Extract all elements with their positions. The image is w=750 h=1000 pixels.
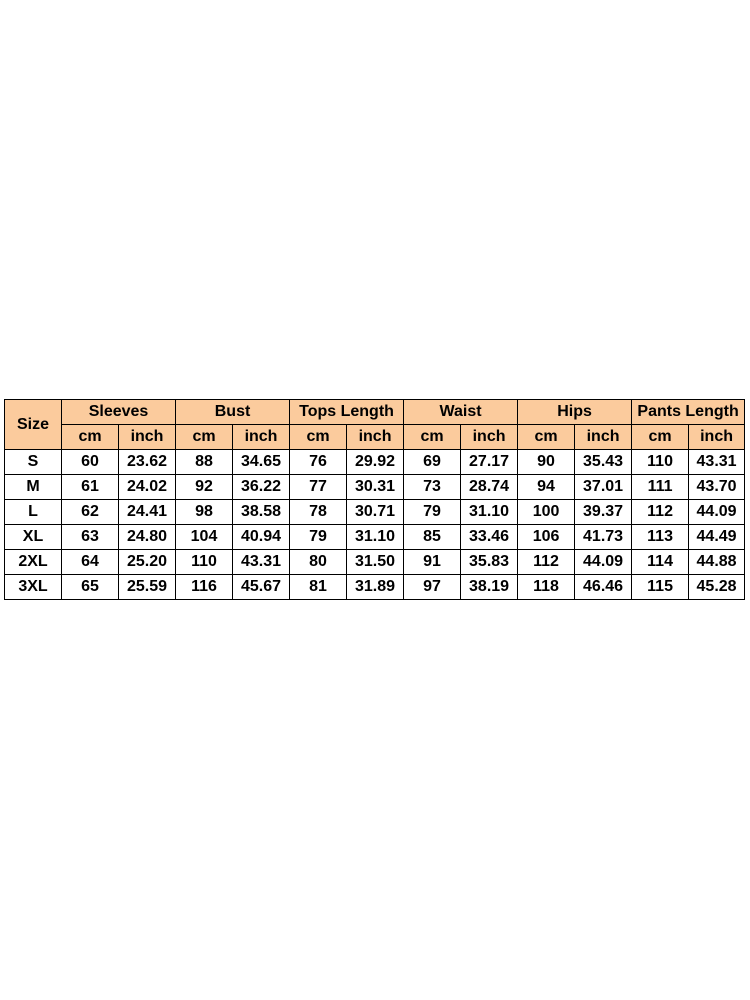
measurement-cell: 34.65 xyxy=(233,450,290,475)
measurement-cell: 114 xyxy=(632,550,689,575)
measurement-cell: 29.92 xyxy=(347,450,404,475)
measurement-cell: 44.88 xyxy=(689,550,745,575)
table-row xyxy=(5,550,745,575)
measurement-cell: 43.70 xyxy=(689,475,745,500)
size-header: Size xyxy=(5,400,62,450)
measurement-cell: 64 xyxy=(62,550,119,575)
measurement-cell: 115 xyxy=(632,575,689,600)
measurement-cell: 31.50 xyxy=(347,550,404,575)
group-header-sleeves: Sleeves xyxy=(62,400,176,425)
measurement-cell: 39.37 xyxy=(575,500,632,525)
measurement-cell: 43.31 xyxy=(689,450,745,475)
measurement-cell: 80 xyxy=(290,550,347,575)
measurement-cell: 45.67 xyxy=(233,575,290,600)
measurement-cell: 24.41 xyxy=(119,500,176,525)
measurement-cell: 94 xyxy=(518,475,575,500)
measurement-cell: 111 xyxy=(632,475,689,500)
measurement-cell: 35.83 xyxy=(461,550,518,575)
measurement-cell: 104 xyxy=(176,525,233,550)
measurement-cell: 43.31 xyxy=(233,550,290,575)
measurement-cell: 113 xyxy=(632,525,689,550)
unit-header-cm: cm xyxy=(518,425,575,450)
measurement-cell: 46.46 xyxy=(575,575,632,600)
measurement-cell: 37.01 xyxy=(575,475,632,500)
measurement-cell: 100 xyxy=(518,500,575,525)
measurement-cell: 40.94 xyxy=(233,525,290,550)
measurement-cell: 65 xyxy=(62,575,119,600)
measurement-cell: 106 xyxy=(518,525,575,550)
size-cell: S xyxy=(5,450,62,475)
group-header-row xyxy=(5,400,745,425)
measurement-cell: 97 xyxy=(404,575,461,600)
table-row xyxy=(5,500,745,525)
table-row xyxy=(5,575,745,600)
measurement-cell: 30.31 xyxy=(347,475,404,500)
measurement-cell: 98 xyxy=(176,500,233,525)
size-cell: M xyxy=(5,475,62,500)
unit-header-inch: inch xyxy=(347,425,404,450)
measurement-cell: 90 xyxy=(518,450,575,475)
measurement-cell: 118 xyxy=(518,575,575,600)
measurement-cell: 38.58 xyxy=(233,500,290,525)
measurement-cell: 73 xyxy=(404,475,461,500)
measurement-cell: 78 xyxy=(290,500,347,525)
unit-header-cm: cm xyxy=(176,425,233,450)
measurement-cell: 31.10 xyxy=(461,500,518,525)
measurement-cell: 38.19 xyxy=(461,575,518,600)
size-cell: 2XL xyxy=(5,550,62,575)
measurement-cell: 44.09 xyxy=(689,500,745,525)
measurement-cell: 25.59 xyxy=(119,575,176,600)
unit-header-cm: cm xyxy=(290,425,347,450)
group-header-pants-length: Pants Length xyxy=(632,400,745,425)
measurement-cell: 77 xyxy=(290,475,347,500)
measurement-cell: 62 xyxy=(62,500,119,525)
measurement-cell: 79 xyxy=(404,500,461,525)
group-header-hips: Hips xyxy=(518,400,632,425)
unit-header-cm: cm xyxy=(62,425,119,450)
measurement-cell: 112 xyxy=(518,550,575,575)
unit-header-cm: cm xyxy=(632,425,689,450)
size-chart-body xyxy=(5,450,745,600)
measurement-cell: 112 xyxy=(632,500,689,525)
measurement-cell: 31.89 xyxy=(347,575,404,600)
measurement-cell: 88 xyxy=(176,450,233,475)
group-header-waist: Waist xyxy=(404,400,518,425)
unit-header-inch: inch xyxy=(461,425,518,450)
unit-header-inch: inch xyxy=(233,425,290,450)
table-row xyxy=(5,450,745,475)
measurement-cell: 81 xyxy=(290,575,347,600)
measurement-cell: 44.49 xyxy=(689,525,745,550)
measurement-cell: 23.62 xyxy=(119,450,176,475)
group-header-tops-length: Tops Length xyxy=(290,400,404,425)
measurement-cell: 25.20 xyxy=(119,550,176,575)
measurement-cell: 110 xyxy=(176,550,233,575)
size-cell: L xyxy=(5,500,62,525)
table-row xyxy=(5,475,745,500)
measurement-cell: 69 xyxy=(404,450,461,475)
measurement-cell: 44.09 xyxy=(575,550,632,575)
table-row xyxy=(5,525,745,550)
measurement-cell: 31.10 xyxy=(347,525,404,550)
measurement-cell: 24.02 xyxy=(119,475,176,500)
measurement-cell: 92 xyxy=(176,475,233,500)
measurement-cell: 36.22 xyxy=(233,475,290,500)
measurement-cell: 110 xyxy=(632,450,689,475)
size-cell: XL xyxy=(5,525,62,550)
measurement-cell: 33.46 xyxy=(461,525,518,550)
unit-header-inch: inch xyxy=(119,425,176,450)
unit-header-row xyxy=(5,425,745,450)
measurement-cell: 79 xyxy=(290,525,347,550)
measurement-cell: 116 xyxy=(176,575,233,600)
measurement-cell: 35.43 xyxy=(575,450,632,475)
measurement-cell: 60 xyxy=(62,450,119,475)
measurement-cell: 76 xyxy=(290,450,347,475)
measurement-cell: 30.71 xyxy=(347,500,404,525)
measurement-cell: 61 xyxy=(62,475,119,500)
group-header-bust: Bust xyxy=(176,400,290,425)
measurement-cell: 91 xyxy=(404,550,461,575)
measurement-cell: 41.73 xyxy=(575,525,632,550)
unit-header-inch: inch xyxy=(689,425,745,450)
measurement-cell: 85 xyxy=(404,525,461,550)
measurement-cell: 63 xyxy=(62,525,119,550)
size-chart-table xyxy=(4,399,745,600)
measurement-cell: 28.74 xyxy=(461,475,518,500)
measurement-cell: 27.17 xyxy=(461,450,518,475)
unit-header-inch: inch xyxy=(575,425,632,450)
size-cell: 3XL xyxy=(5,575,62,600)
measurement-cell: 24.80 xyxy=(119,525,176,550)
unit-header-cm: cm xyxy=(404,425,461,450)
measurement-cell: 45.28 xyxy=(689,575,745,600)
